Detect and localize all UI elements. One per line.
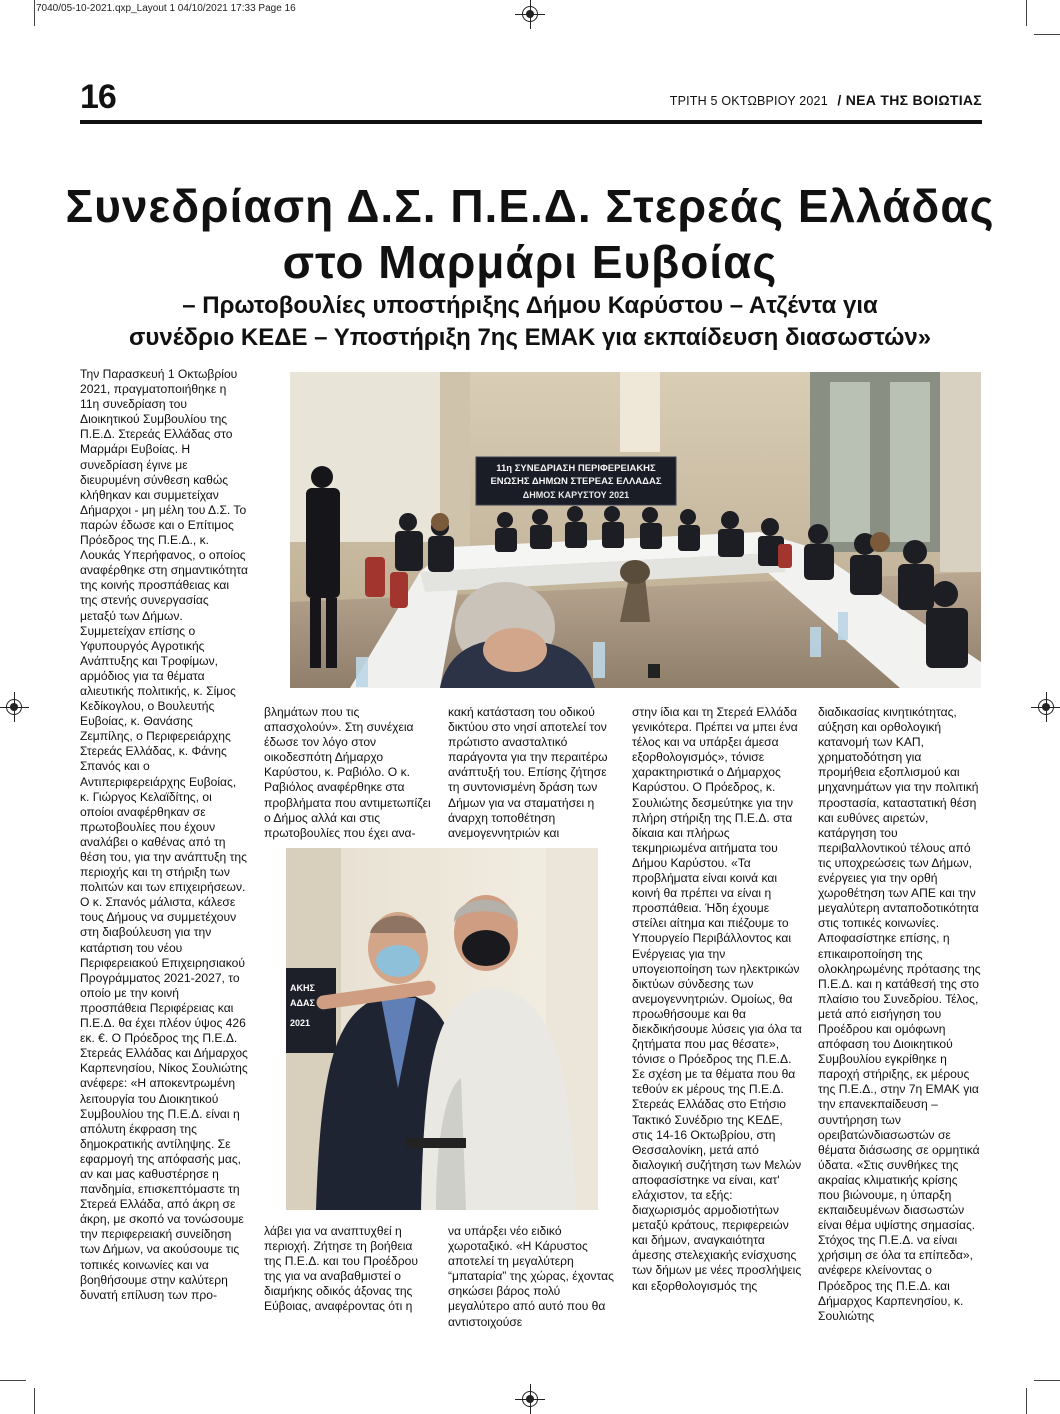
article-column-3-bottom: [448, 1224, 618, 1330]
column-2-top-text: βλημάτων που τις απασχολούν». Στη συνέχεια έδωσε τον λόγο στον οικοδεσπότη Δήμαρχο Καρύστου, κ. Ραβιόλο. Ο κ. Ραβιόλος αναφέρθηκε στα προβλήματα που αντιμετωπίζει ο Δήμος αλλά και στις πρωτοβουλίες που έχει ανα-: [264, 705, 431, 840]
portrait-banner-fragment-2: ΑΔΑΣ: [290, 998, 315, 1008]
meeting-photo: [290, 372, 981, 688]
print-slug: 7040/05-10-2021.qxp_Layout 1 04/10/2021 17:33 Page 16: [36, 3, 296, 14]
crop-mark-top-left: [34, 0, 35, 26]
crop-mark-right-bottom: [1034, 1380, 1060, 1381]
article-title-line-1: Συνεδρίαση Δ.Σ. Π.Ε.Δ. Στερεάς Ελλάδας: [65, 180, 995, 232]
article-subtitle: [60, 290, 1000, 354]
registration-mark-right-icon: [1038, 699, 1054, 715]
article-column-3-top: [448, 705, 618, 841]
banner-line-2: ΕΝΩΣΗΣ ΔΗΜΩΝ ΣΤΕΡΕΑΣ ΕΛΛΑΔΑΣ: [490, 476, 662, 487]
column-3-top-text: κακή κατάσταση του οδικού δικτύου στο νησί αποτελεί τον πρώτιστο ανασταλτικό παράγοντα για την περαιτέρω ανάπτυξή του. Επίσης ζήτησε τη συντονισμένη δράση των Δήμων για να σταματήσει η άναρχη τοποθέτηση ανεμογεννητριών και: [448, 705, 608, 840]
column-5-text: διαδικασίας κινητικότητας, αύξηση και ορθολογική κατανομή των ΚΑΠ, χρηματοδότηση για προμήθεια εξοπλισμού και μηχανημάτων για την πολιτική προστασία, καταστατική θέση και ευθύνες αιρετών, κατάργηση του περιβαλλοντικού τέλους από τις υποχρεώσεις των Δήμων, ενέργειες για την ορθή χωροθέτηση των ΑΠΕ και την μεγαλύτερη ανταποδοτικότητα στις τοπικές κοινωνίες. Αποφασίστηκε επίσης, η επικαιροποίηση της ολοκληρωμένης πρότασης της Π.Ε.Δ. και η κατάθεσή της στο πλαίσιο του Συνεδρίου. Τέλος, μετά από εισήγηση του Προέδρου και ομόφωνη απόφαση του Διοικητικού Συμβουλίου εγκρίθηκε η παροχή στήριξης, εκ μέρους της Π.Ε.Δ., στην 7η ΕΜΑΚ για την επανεκπαίδευση – συντήρηση των ορειβατώνδιασωστών σε θέματα διάσωσης σε ορμητικά ύδατα. «Στις συνθήκες της ακραίας κλιματικής κρίσης που βιώνουμε, η ύπαρξη εκπαιδευμένων διασωστών είναι θέμα υψίστης σημασίας. Στόχος της Π.Ε.Δ. να είναι χρήσιμη σε όλα τα επίπεδα», ανέφερε κλείνοντας ο Πρόεδρος της Π.Ε.Δ. και Δήμαρχος Καρπενησίου, κ. Σουλιώτης: [818, 705, 981, 1323]
article-title-line-2: στο Μαρμάρι Ευβοίας: [282, 236, 778, 288]
page-header: [670, 92, 982, 108]
portrait-banner-fragment-3: 2021: [290, 1018, 311, 1028]
portrait-photo-illustration: [286, 848, 598, 1210]
registration-mark-top-icon: [522, 6, 538, 22]
article-column-1: [80, 367, 248, 1303]
crop-mark-right-top: [1034, 34, 1060, 35]
banner-line-3: ΔΗΜΟΣ ΚΑΡΥΣΤΟΥ 2021: [522, 490, 630, 500]
issue-date: ΤΡΙΤΗ 5 ΟΚΤΩΒΡΙΟΥ 2021: [669, 94, 828, 108]
column-4-text: στην ίδια και τη Στερεά Ελλάδα γενικότερα. Πρέπει να μπει ένα τέλος και να υπάρξει άμεσα εξορθολογισμός», τόνισε χαρακτηριστικά ο Δήμαρχος Καρύστου. Ο Πρόεδρος, κ. Σουλιώτης δεσμεύτηκε για την πλήρη στήριξη της Π.Ε.Δ. στα δίκαια και πλήρως τεκμηριωμένα αιτήματα του Δήμου Καρύστου. «Τα προβλήματα είναι κοινά και κοινή θα πρέπει να είναι η προσπάθεια. Ήδη έχουμε στείλει αίτημα και πιέζουμε το Υπουργείο Περιβάλλοντος και Ενέργειας για την υπογειοποίηση των ηλεκτρικών δικτύων σύνδεσης των ανεμογεννητριών. Ομοίως, θα προωθήσουμε και θα διεκδικήσουμε λύσεις για όλα τα ζητήματα που μας θέσατε», τόνισε ο Πρόεδρος της Π.Ε.Δ. Σε σχέση με τα θέματα που θα τεθούν εκ μέρους της Π.Ε.Δ. Στερεάς Ελλάδας στο Ετήσιο Τακτικό Συνέδριο της ΚΕΔΕ, στις 14-16 Οκτωβρίου, στη Θεσσαλονίκη, μετά από διαλογική συζήτηση των Μελών αποφασίστηκε να είναι, κατ' ελάχιστον, τα εξής: διαχωρισμός αρμοδιοτήτων μεταξύ κράτους, περιφερειών και δήμων, αναγκαιότητα άμεσης στελεχιακής ενίσχυσης των δήμων με νέες προσλήψεις και εξορθολογισμός της: [632, 705, 802, 1293]
portrait-banner-fragment-1: ΑΚΗΣ: [290, 983, 315, 993]
column-2-bottom-text: λάβει για να αναπτυχθεί η περιοχή. Ζήτησε τη βοήθεια της Π.Ε.Δ. και του Προέδρου της για να αναβαθμιστεί ο διαμήκης οδικός άξονας της Εύβοιας, αναφέροντας ότι η: [264, 1224, 418, 1314]
registration-mark-bottom-icon: [522, 1391, 538, 1407]
crop-mark-bottom-left: [34, 1388, 35, 1414]
article-column-2-top: [264, 705, 432, 841]
article-column-2-bottom: [264, 1224, 432, 1315]
header-rule: [80, 120, 982, 124]
page-number: 16: [80, 78, 116, 116]
crop-mark-left-bottom: [0, 1380, 26, 1381]
article-subtitle-line-1: – Πρωτοβουλίες υποστήριξης Δήμου Καρύστου – Ατζέντα για: [182, 292, 878, 319]
article-title: [60, 178, 1000, 290]
crop-mark-bottom-right: [1026, 1388, 1027, 1414]
article-column-5: [818, 705, 982, 1324]
portrait-photo: [286, 848, 598, 1210]
article-subtitle-line-2: συνέδριο ΚΕΔΕ – Υποστήριξη 7ης ΕΜΑΚ για εκπαίδευση διασωστών»: [128, 324, 932, 351]
meeting-photo-illustration: [290, 372, 981, 688]
registration-mark-left-icon: [6, 699, 22, 715]
banner-line-1: 11η ΣΥΝΕΔΡΙΑΣΗ ΠΕΡΙΦΕΡΕΙΑΚΗΣ: [496, 463, 656, 474]
newspaper-name: / ΝΕΑ ΤΗΣ ΒΟΙΩΤΙΑΣ: [837, 92, 982, 108]
column-1-text: Την Παρασκευή 1 Οκτωβρίου 2021, πραγματοποιήθηκε η 11η συνεδρίαση του Διοικητικού Συμβουλίου της Π.Ε.Δ. Στερεάς Ελλάδας στο Μαρμάρι Ευβοίας. Η συνεδρίαση έγινε με διευρυμένη σύνθεση καθώς κλήθηκαν και συμμετείχαν Δήμαρχοι - μη μέλη του Δ.Σ. Το παρών έδωσε και ο Επίτιμος Πρόεδρος της Π.Ε.Δ., κ. Λουκάς Υπερήφανος, ο οποίος αναφέρθηκε στη σημαντικότητα της κοινής προσπάθειας και της στενής συνεργασίας μεταξύ των Δήμων. Συμμετείχαν επίσης ο Υφυπουργός Αγροτικής Ανάπτυξης και Τροφίμων, αρμόδιος για τα θέματα αλιευτικής πολιτικής, κ. Σίμος Κεδίκογλου, ο Βουλευτής Ευβοίας, κ. Θανάσης Ζεμπίλης, ο Περιφερειάρχης Στερεάς Ελλάδας, κ. Φάνης Σπανός και ο Αντιπεριφερειάρχης Ευβοίας, κ. Γιώργος Κελαϊδίτης, οι οποίοι αναφέρθηκαν σε πρωτοβουλίες που έχουν αναλάβει ο καθένας από τη θέση του, για την ανάπτυξη της περιοχής και τη στήριξη των πολιτών και των επιχειρήσεων. Ο κ. Σπανός μάλιστα, κάλεσε τους Δήμους να συμμετέχουν στη διαβούλευση για την κατάρτιση του νέου Περιφερειακού Επιχειρησιακού Προγράμματος 2021-2027, το οποίο με την κοινή προσπάθεια Περιφέρειας και Π.Ε.Δ. θα έχει πλέον ύψος 426 εκ. €. Ο Πρόεδρος της Π.Ε.Δ. Στερεάς Ελλάδας και Δήμαρχος Καρπενησίου, Νίκος Σουλιώτης ανέφερε: «Η αποκεντρωμένη λειτουργία του Διοικητικού Συμβουλίου της Π.Ε.Δ. είναι η απόλυτη έκφραση της δημοκρατικής αντίληψης. Σε εφαρμογή της απόφασής μας, αν και μας καθυστέρησε η πανδημία, επισκεπτόμαστε τη Στερεά Ελλάδα, από άκρη σε άκρη, με σκοπό να τονώσουμε την περιφερειακή συνείδηση των Δήμων, να ακούσουμε τις τοπικές κοινωνίες και να βοηθήσουμε στην καλύτερη δυνατή επίλυση των προ-: [80, 367, 248, 1302]
crop-mark-top-right: [1026, 0, 1027, 26]
column-3-bottom-text: να υπάρξει νέο ειδικό χωροταξικό. «Η Κάρυστος αποτελεί τη μεγαλύτερη “μπαταρία” της χώρας, έχοντας σηκώσει βάρος πολύ μεγαλύτερο από αυτό που θα αντιστοιχούσε: [448, 1224, 614, 1329]
article-column-4: [632, 705, 802, 1294]
